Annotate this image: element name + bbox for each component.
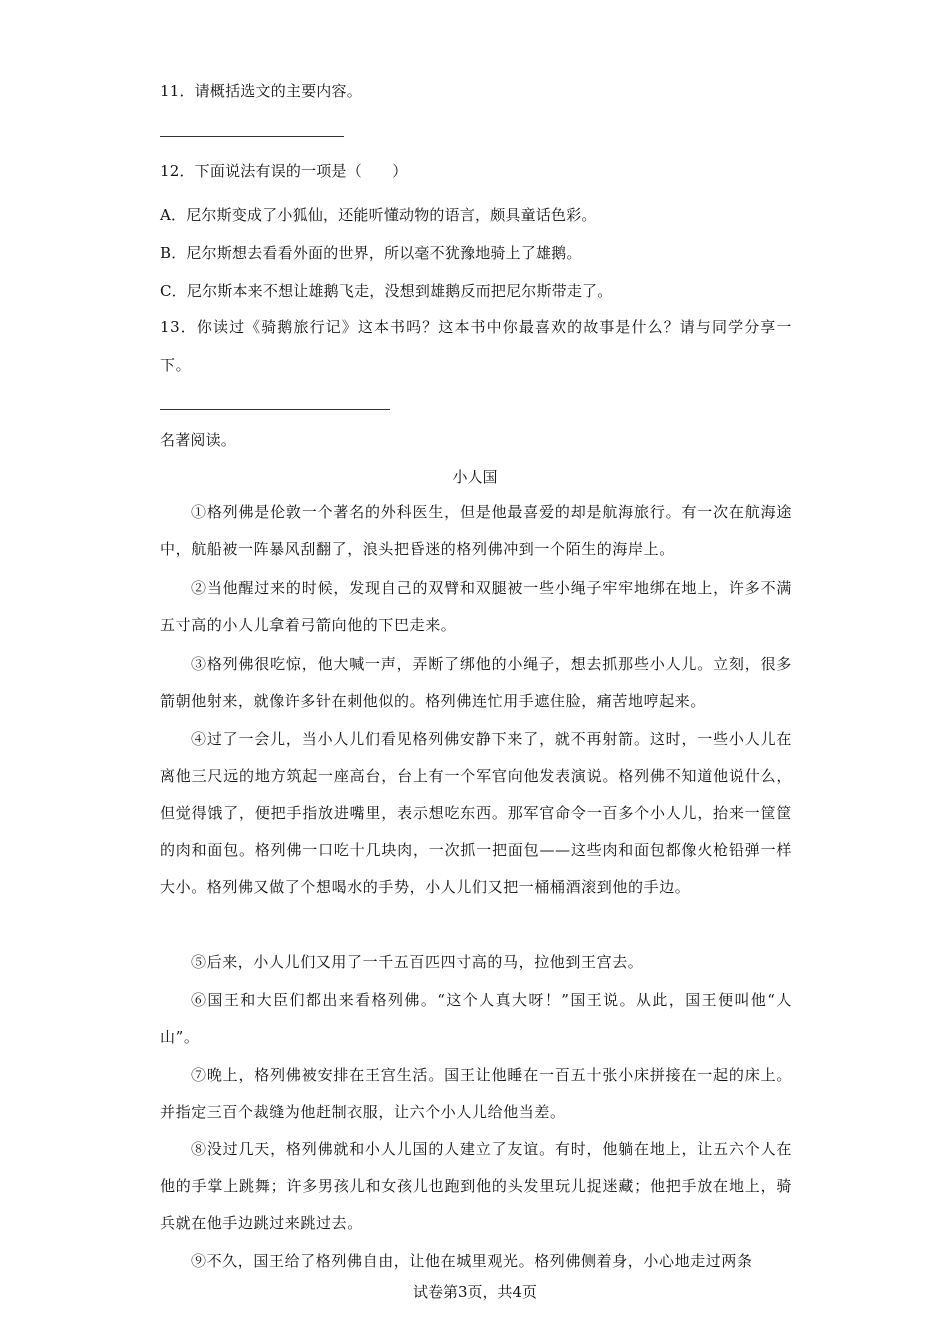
page-footer: 试卷第3页，共4页 (412, 1283, 538, 1301)
reading-paragraph-6: ⑥国王和大臣们都出来看格列佛。“这个人真大呀！”国王说。从此，国王便叫他“人山”。 (160, 991, 792, 1046)
reading-paragraph-8: ⑧没过几天，格列佛就和小人儿国的人建立了友谊。有时，他躺在地上，让五六个人在他的手掌上跳舞；许多男孩儿和女孩儿也跑到他的头发里玩儿捉迷藏；他把手放在地上，骑兵就在他手边跳过来跳过去。 (160, 1140, 792, 1232)
question-11: 11．请概括选文的主要内容。 (160, 82, 362, 100)
reading-paragraph-4: ④过了一会儿，当小人儿们看见格列佛安静下来了，就不再射箭。这时，一些小人儿在离他三尺远的地方筑起一座高台，台上有一个军官向他发表演说。格列佛不知道他说什么，但觉得饿了，便把手指放进嘴里，表示想吃东西。那军官命令一百多个小人儿，抬来一筐筐的肉和面包。格列佛一口吃十几块肉，一次抓一把面包——这些肉和面包都像火枪铅弹一样大小。格列佛又做了个想喝水的手势，小人儿们又把一桶桶酒滚到他的手边。 (160, 730, 792, 896)
reading-paragraph-5: ⑤后来，小人儿们又用了一千五百匹四寸高的马，拉他到王宫去。 (191, 953, 644, 971)
reading-paragraph-2: ②当他醒过来的时候，发现自己的双臂和双腿被一些小绳子牢牢地绑在地上，许多不满五寸高的小人儿拿着弓箭向他的下巴走来。 (160, 579, 792, 634)
reading-paragraph-7: ⑦晚上，格列佛被安排在王宫生活。国王让他睡在一百五十张小床拼接在一起的床上。并指定三百个裁缝为他赶制衣服，让六个小人儿给他当差。 (160, 1066, 792, 1121)
reading-intro: 名著阅读。 (160, 431, 237, 449)
reading-paragraph-9: ⑨不久，国王给了格列佛自由，让他在城里观光。格列佛侧着身，小心地走过两条 (191, 1252, 753, 1270)
answer-line-13[interactable] (160, 409, 390, 410)
reading-title: 小人国 (452, 468, 498, 486)
option-12-b[interactable]: B．尼尔斯想去看看外面的世界，所以毫不犹豫地骑上了雄鹅。 (160, 244, 582, 262)
option-12-c[interactable]: C．尼尔斯本来不想让雄鹅飞走，没想到雄鹅反而把尼尔斯带走了。 (160, 282, 613, 300)
question-12: 12．下面说法有误的一项是（ ） (160, 162, 408, 180)
option-12-a[interactable]: A．尼尔斯变成了小狐仙，还能听懂动物的语言，颇具童话色彩。 (160, 206, 597, 224)
answer-line-11[interactable] (160, 136, 344, 137)
question-13: 13．你读过《骑鹅旅行记》这本书吗？这本书中你最喜欢的故事是什么？请与同学分享一下。 (160, 318, 792, 374)
reading-paragraph-3: ③格列佛很吃惊，他大喊一声，弄断了绑他的小绳子，想去抓那些小人儿。立刻，很多箭朝他射来，就像许多针在刺他似的。格列佛连忙用手遮住脸，痛苦地哼起来。 (160, 655, 792, 710)
reading-paragraph-1: ①格列佛是伦敦一个著名的外科医生，但是他最喜爱的却是航海旅行。有一次在航海途中，航船被一阵暴风刮翻了，浪头把昏迷的格列佛冲到一个陌生的海岸上。 (160, 503, 792, 558)
